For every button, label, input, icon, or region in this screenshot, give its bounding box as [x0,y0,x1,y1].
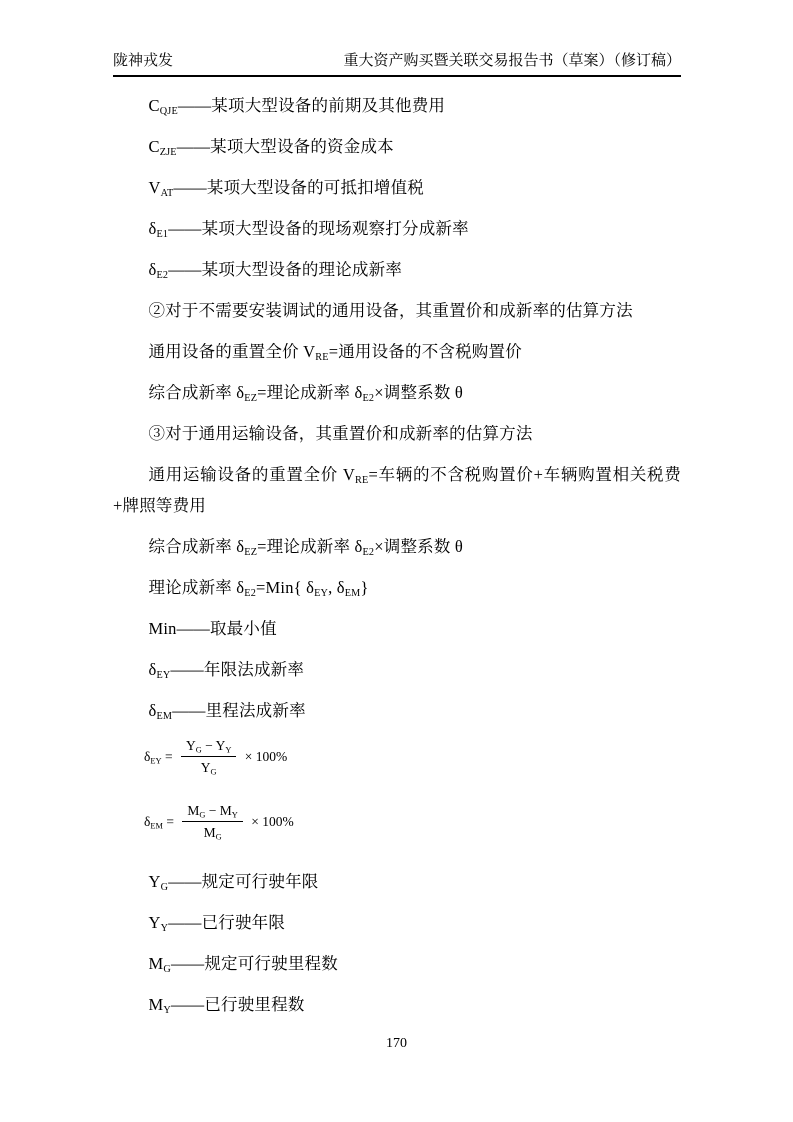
subscript: EM [150,820,163,830]
text-run: ——已行驶年限 [168,913,286,932]
text-run: × 100% [241,748,288,764]
formula [113,736,681,777]
subscript: EM [344,587,361,599]
text-run: C [148,137,160,156]
text-run: δ [148,701,157,720]
text-run: =Min{ δ [256,578,315,597]
header-company-name: 陇神戎发 [113,53,174,69]
subscript: E2 [244,587,257,599]
fraction [181,736,236,777]
text-run: M [203,825,216,840]
subscript: RE [355,474,369,486]
numerator [181,736,236,757]
subscript: E2 [156,269,169,281]
text-run: δ [144,813,151,829]
subscript: G [163,963,171,975]
paragraph [113,172,681,203]
subscript: E2 [362,546,375,558]
text-run: Y [215,738,226,753]
text-run: 通用运输设备的重置全价 V [148,465,356,484]
page-number: 170 [386,1036,407,1051]
paragraph [113,907,681,938]
subscript: EY [150,755,162,765]
text-run: ——某项大型设备的资金成本 [176,137,394,156]
text-run: =车辆的不含税购置价+车辆购置相关税费+牌照等费用 [113,465,681,515]
text-run: ③对于通用运输设备，其重置价和成新率的估算方法 [148,424,533,443]
paragraph [113,572,681,603]
text-run: 理论成新率 δ [148,578,245,597]
paragraph [113,459,681,521]
text-run: Min——取最小值 [148,619,277,638]
subscript: E2 [362,392,375,404]
paragraph [113,90,681,121]
denominator [204,822,222,842]
paragraph [113,989,681,1020]
subscript: AT [160,187,174,199]
text-run: δ [144,748,151,764]
paragraph [113,254,681,285]
text-run: ×调整系数 θ [374,383,463,402]
paragraph [113,654,681,685]
formula-suffix [241,749,287,765]
subscript: E1 [156,228,169,240]
text-run: C [148,96,160,115]
document-body [113,90,681,1030]
text-run: } [360,578,369,597]
text-run: × 100% [247,813,294,829]
text-run: ——规定可行驶年限 [168,872,319,891]
text-run: = [161,748,176,764]
text-run: 通用设备的重置全价 V [148,342,316,361]
formula-suffix [248,814,294,830]
paragraph [113,336,681,367]
text-run: Y [185,738,196,753]
subscript: EZ [244,392,258,404]
subscript: G [160,881,169,893]
text-run: ——里程法成新率 [172,701,306,720]
paragraph [113,948,681,979]
fraction [182,801,243,842]
text-run: ②对于不需要安装调试的通用设备，其重置价和成新率的估算方法 [148,301,633,320]
formula-lhs [144,749,176,765]
text-run: M [219,803,232,818]
subscript: EZ [244,546,258,558]
text-run: − [205,803,220,818]
subscript: Y [163,1004,171,1016]
paragraph [113,131,681,162]
denominator [201,757,217,777]
text-run: Y [200,760,211,775]
text-run: =理论成新率 δ [257,537,363,556]
text-run: M [148,995,164,1014]
text-run: ——已行驶里程数 [170,995,305,1014]
subscript: Y [160,922,169,934]
numerator [182,801,243,822]
formula [113,801,681,842]
text-run: ——某项大型设备的现场观察打分成新率 [168,219,469,238]
subscript: EY [156,669,171,681]
text-run: M [187,803,200,818]
text-run: 综合成新率 δ [148,383,245,402]
text-run: ——年限法成新率 [170,660,305,679]
subscript: Y [231,810,238,820]
subscript: G [215,832,222,842]
text-run: Y [148,872,161,891]
subscript: Y [225,745,232,755]
subscript: RE [315,351,329,363]
paragraph [113,213,681,244]
paragraph [113,695,681,726]
paragraph [113,377,681,408]
subscript: G [195,745,202,755]
paragraph [113,418,681,449]
text-run: ×调整系数 θ [374,537,463,556]
text-run: − [201,738,216,753]
subscript: G [199,810,206,820]
page-footer [0,1036,793,1052]
formula-lhs [144,814,177,830]
subscript: EY [314,587,329,599]
text-run: , δ [328,578,345,597]
paragraph [113,531,681,562]
subscript: EM [156,710,173,722]
text-run: =通用设备的不含税购置价 [328,342,522,361]
paragraph [113,613,681,644]
text-run: Y [148,913,161,932]
paragraph [113,866,681,897]
text-run: ——某项大型设备的可抵扣增值税 [173,178,424,197]
text-run: ——某项大型设备的理论成新率 [168,260,403,279]
text-run: =理论成新率 δ [257,383,363,402]
header-report-title: 重大资产购买暨关联交易报告书（草案）（修订稿） [343,53,681,69]
subscript: G [210,767,217,777]
paragraph [113,295,681,326]
subscript: ZJE [159,146,177,158]
text-run: δ [148,219,157,238]
text-run: δ [148,660,157,679]
page-header [113,52,681,77]
subscript: QJE [159,105,178,117]
text-run: M [148,954,164,973]
text-run: V [148,178,161,197]
text-run: δ [148,260,157,279]
text-run: 综合成新率 δ [148,537,245,556]
text-run: ——某项大型设备的前期及其他费用 [177,96,446,115]
text-run: = [162,813,178,829]
text-run: ——规定可行驶里程数 [170,954,338,973]
